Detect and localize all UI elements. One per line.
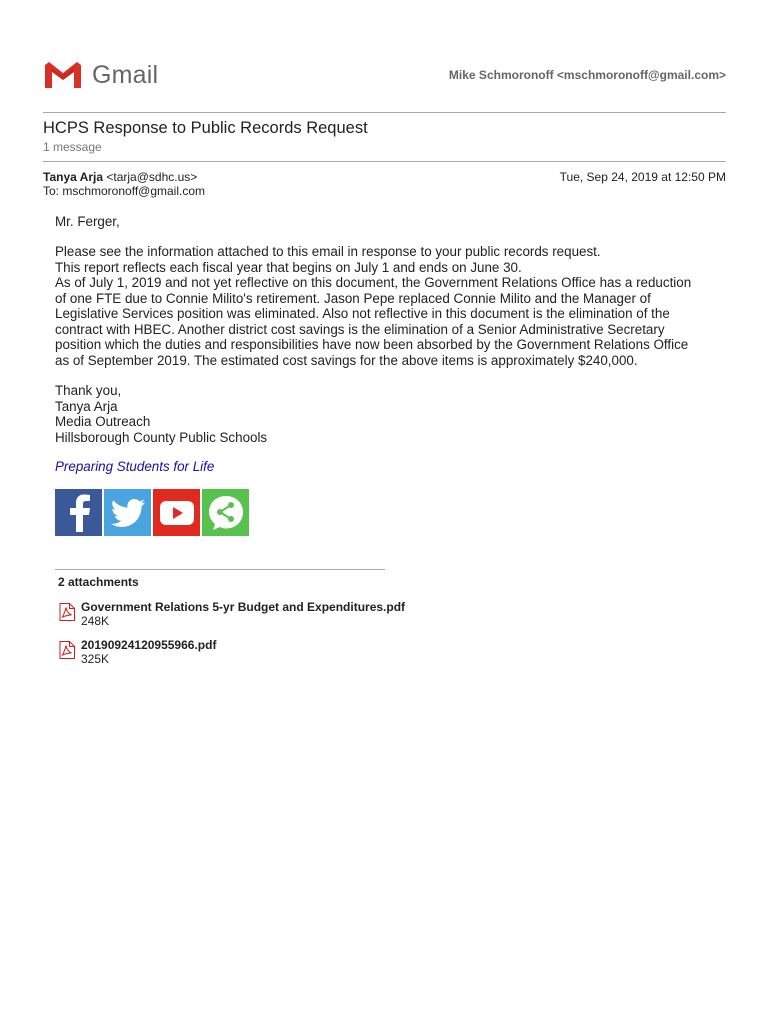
body-paragraph — [55, 244, 725, 368]
pdf-file-icon — [59, 603, 75, 621]
message-body — [55, 214, 725, 475]
tagline-link[interactable]: Preparing Students for Life — [55, 459, 215, 474]
body-line: as of September 2019. The estimated cost savings for the above items is approximately $240,000. — [55, 352, 638, 368]
thread-subject: HCPS Response to Public Records Request — [43, 119, 368, 137]
signature-line: Tanya Arja — [55, 398, 118, 414]
share-icon[interactable] — [202, 489, 249, 536]
sender-name: Tanya Arja — [43, 170, 104, 184]
body-line: This report reflects each fiscal year that begins on July 1 and ends on June 30. — [55, 259, 522, 275]
body-line: Legislative Services position was eliminated. Also not reflective in this document is the elimination of the — [55, 306, 670, 321]
sender — [43, 170, 197, 184]
signature-line: Media Outreach — [55, 414, 151, 429]
attachments-title: 2 attachments — [58, 575, 139, 589]
message-count: 1 message — [43, 140, 102, 154]
signature-line: Hillsborough County Public Schools — [55, 429, 268, 445]
signature — [55, 383, 725, 445]
message-date: Tue, Sep 24, 2019 at 12:50 PM — [559, 170, 726, 184]
twitter-icon[interactable] — [104, 489, 151, 536]
facebook-icon[interactable] — [55, 489, 102, 536]
body-line: position which the duties and responsibilities have now been absorbed by the Government Relations Office — [55, 337, 689, 352]
pdf-file-icon — [59, 641, 75, 659]
header-divider — [43, 112, 726, 113]
body-line: of one FTE due to Connie Milito's retirement. Jason Pepe replaced Connie Milito and the Manager of — [55, 290, 651, 306]
attachment-size: 248K — [81, 614, 110, 628]
body-line: As of July 1, 2019 and not yet reflective on this document, the Government Relations Office has a reduction — [55, 275, 692, 290]
attachments-divider — [55, 569, 385, 570]
attachment-item[interactable] — [59, 600, 405, 628]
sender-email: <tarja@sdhc.us> — [106, 170, 198, 184]
body-line: Please see the information attached to this email in response to your public records request. — [55, 244, 601, 259]
header — [43, 58, 726, 94]
attachment-name[interactable]: Government Relations 5-yr Budget and Expenditures.pdf — [81, 600, 406, 614]
social-links — [55, 489, 249, 536]
attachment-size: 325K — [81, 652, 110, 666]
body-line: contract with HBEC. Another district cost savings is the elimination of a Senior Administrative Secretary — [55, 321, 665, 337]
subject-divider — [43, 161, 726, 162]
greeting: Mr. Ferger, — [55, 214, 120, 229]
attachment-item[interactable] — [59, 638, 216, 666]
gmail-wordmark: Gmail — [92, 60, 159, 89]
attachment-name[interactable]: 20190924120955966.pdf — [81, 638, 217, 652]
signature-line: Thank you, — [55, 383, 122, 398]
recipient: To: mschmoronoff@gmail.com — [43, 184, 206, 198]
gmail-logo[interactable] — [43, 60, 158, 90]
youtube-icon[interactable] — [153, 489, 200, 536]
account-label: Mike Schmoronoff <mschmoronoff@gmail.com> — [448, 68, 726, 82]
gmail-m-icon — [43, 60, 83, 90]
